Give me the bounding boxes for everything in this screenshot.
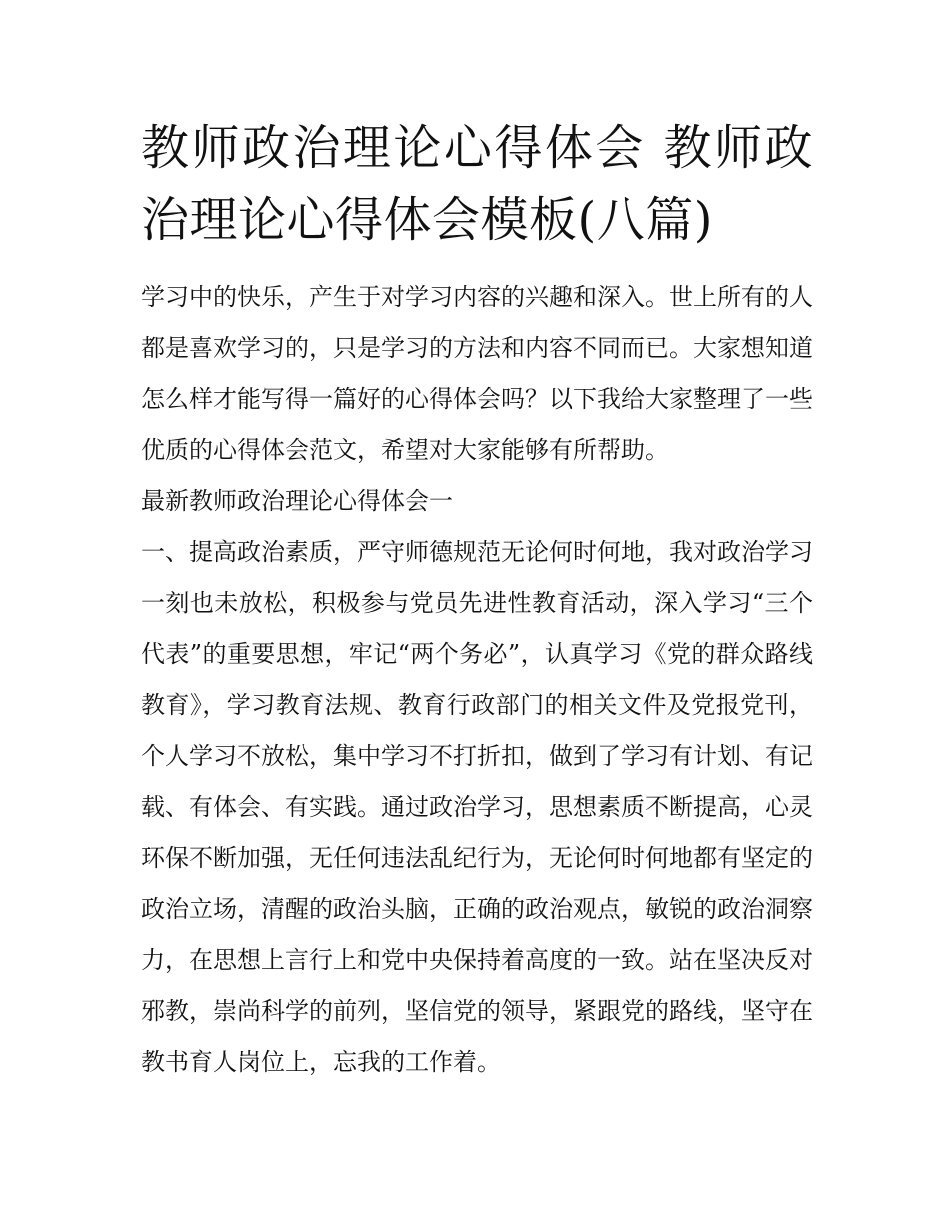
section-paragraph: 一、提高政治素质，严守师德规范无论何时何地，我对政治学习一刻也未放松，积极参与党员先进性教育活动，深入学习“三个代表”的重要思想，牢记“两个务必”，认真学习《党的群众路线教育》，学习教育法规、教育行政部门的相关文件及党报党刊，个人学习不放松，集中学习不打折扣，做到了学习有计划、有记载、有体会、有实践。通过政治学习，思想素质不断提高，心灵环保不断加强，无任何违法乱纪行为，无论何时何地都有坚定的政治立场，清醒的政治头脑，正确的政治观点，敏锐的政治洞察力，在思想上言行上和党中央保持着高度的一致。站在坚决反对邪教，崇尚科学的前列，坚信党的领导，紧跟党的路线，坚守在教书育人岗位上，忘我的工作着。	[141, 538, 813, 1076]
document-body	[141, 272, 813, 1088]
document-title: 教师政治理论心得体会 教师政治理论心得体会模板(八篇)	[141, 120, 813, 248]
document-page	[141, 112, 813, 1088]
intro-paragraph: 学习中的快乐，产生于对学习内容的兴趣和深入。世上所有的人都是喜欢学习的，只是学习的方法和内容不同而已。大家想知道怎么样才能写得一篇好的心得体会吗？以下我给大家整理了一些优质的心得体会范文，希望对大家能够有所帮助。	[141, 283, 813, 464]
section-heading: 最新教师政治理论心得体会一	[141, 487, 453, 515]
